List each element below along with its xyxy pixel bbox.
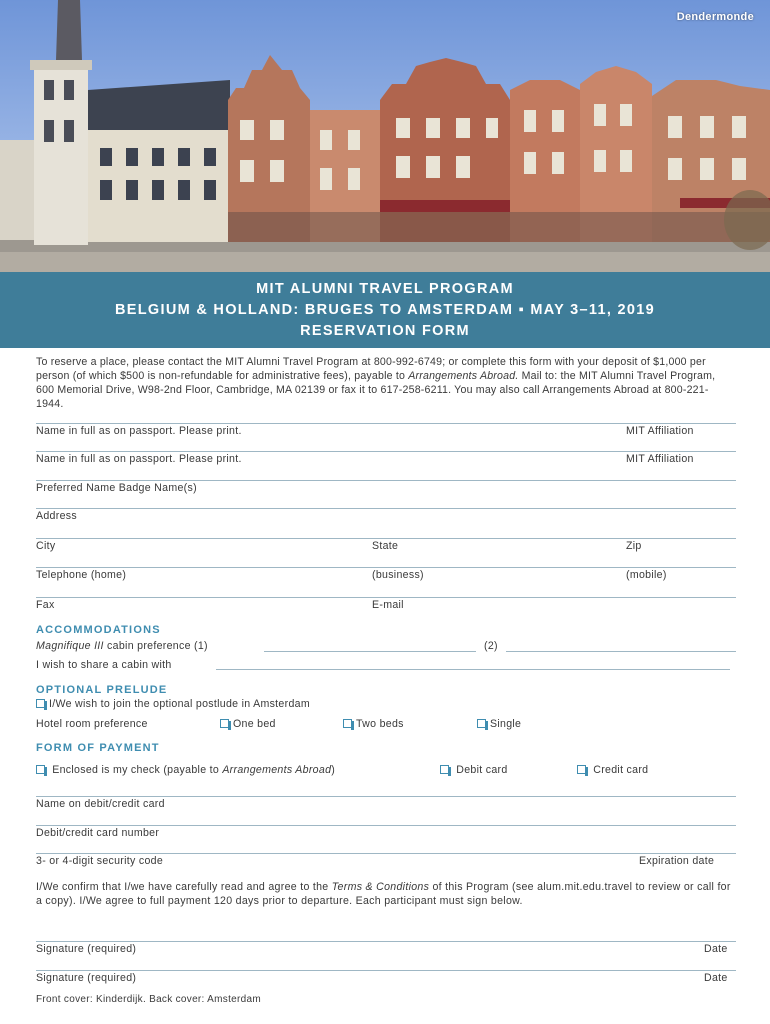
prelude-heading: OPTIONAL PRELUDE (36, 684, 168, 696)
field-rule (36, 796, 736, 797)
signature-field-2[interactable]: Signature (required) (36, 972, 137, 984)
confirm-text-1: I/We confirm that I/we have carefully read and agree to the (36, 881, 332, 893)
credit-card-label: Credit card (593, 764, 649, 776)
cover-credits: Front cover: Kinderdijk. Back cover: Amsterdam (36, 994, 261, 1005)
confirmation-paragraph (36, 880, 736, 908)
accommodations-heading: ACCOMMODATIONS (36, 624, 161, 636)
field-rule (36, 538, 736, 539)
cabin-preference-1-input[interactable] (264, 651, 476, 652)
name-field-1[interactable]: Name in full as on passport. Please print. (36, 425, 242, 437)
cabin-preference-text: cabin preference (1) (103, 640, 208, 652)
check-label-1: Enclosed is my check (payable to (52, 764, 223, 776)
field-rule (36, 423, 736, 424)
title-band (0, 272, 770, 348)
intro-italic: Arrangements Abroad. (408, 370, 519, 382)
checkbox-icon[interactable] (577, 765, 586, 774)
cabin-preference-2-label: (2) (484, 640, 498, 652)
field-rule (36, 597, 736, 598)
badge-name-field[interactable]: Preferred Name Badge Name(s) (36, 482, 197, 494)
affiliation-field-1[interactable]: MIT Affiliation (626, 425, 694, 437)
program-title: MIT ALUMNI TRAVEL PROGRAM (256, 281, 514, 297)
phone-home-field[interactable]: Telephone (home) (36, 569, 127, 581)
checkbox-icon[interactable] (477, 719, 486, 728)
hotel-preference-label: Hotel room preference (36, 718, 148, 730)
two-beds-label: Two beds (356, 718, 404, 730)
fax-field[interactable]: Fax (36, 599, 55, 611)
expiration-date-field[interactable]: Expiration date (639, 855, 715, 867)
share-cabin-input[interactable] (216, 669, 730, 670)
field-rule (36, 508, 736, 509)
ship-name: Magnifique III (36, 640, 104, 652)
trip-title: BELGIUM & HOLLAND: BRUGES TO AMSTERDAM ▪ MAY 3–11, 2019 (115, 302, 655, 318)
single-checkbox[interactable] (477, 718, 521, 730)
field-rule (36, 480, 736, 481)
state-field[interactable]: State (372, 540, 399, 552)
date-field-2[interactable]: Date (704, 972, 728, 984)
signature-field-1[interactable]: Signature (required) (36, 943, 137, 955)
check-label-2: ) (331, 764, 336, 776)
two-beds-checkbox[interactable] (343, 718, 404, 730)
name-field-2[interactable]: Name in full as on passport. Please print. (36, 453, 242, 465)
card-number-field[interactable]: Debit/credit card number (36, 827, 160, 839)
phone-business-field[interactable]: (business) (372, 569, 424, 581)
checkbox-icon[interactable] (440, 765, 449, 774)
affiliation-field-2[interactable]: MIT Affiliation (626, 453, 694, 465)
address-field[interactable]: Address (36, 510, 77, 522)
intro-text-1: To reserve a place, please contact the MIT Alumni Travel Program at 800-992-6749; or complete this form with your deposit of $1,000 per person (of which $500 is non-refundable for administrative fees), payable to (36, 356, 706, 382)
intro-paragraph (36, 355, 736, 411)
form-title: RESERVATION FORM (300, 323, 470, 339)
single-label: Single (490, 718, 522, 730)
date-field-1[interactable]: Date (704, 943, 728, 955)
photo-caption: Dendermonde (676, 11, 754, 23)
payment-heading: FORM OF PAYMENT (36, 742, 160, 754)
phone-mobile-field[interactable]: (mobile) (626, 569, 667, 581)
email-field[interactable]: E-mail (372, 599, 404, 611)
checkbox-icon[interactable] (36, 765, 45, 774)
security-code-field[interactable]: 3- or 4-digit security code (36, 855, 164, 867)
postlude-checkbox[interactable] (36, 698, 310, 710)
one-bed-checkbox[interactable] (220, 718, 276, 730)
postlude-label: I/We wish to join the optional postlude in Amsterdam (49, 698, 310, 710)
field-rule (36, 941, 736, 942)
cabin-preference-2-input[interactable] (506, 651, 736, 652)
city-field[interactable]: City (36, 540, 56, 552)
card-name-field[interactable]: Name on debit/credit card (36, 798, 165, 810)
checkbox-icon[interactable] (220, 719, 229, 728)
checkbox-icon[interactable] (36, 699, 45, 708)
cabin-preference-label (36, 640, 208, 652)
debit-card-checkbox[interactable] (440, 764, 508, 776)
field-rule (36, 853, 736, 854)
check-payee: Arrangements Abroad (222, 764, 332, 776)
field-rule (36, 970, 736, 971)
debit-card-label: Debit card (456, 764, 508, 776)
check-payment-checkbox[interactable] (36, 764, 335, 776)
cover-photo (0, 0, 770, 272)
field-rule (36, 567, 736, 568)
terms-reference: Terms & Conditions (331, 881, 430, 893)
zip-field[interactable]: Zip (626, 540, 642, 552)
confirm-text-2: of this Program (see alum.mit.edu.travel to review or call for a copy). I/We agree to full payment 120 days prior to departure. Each participant must sign below. (36, 881, 731, 907)
field-rule (36, 825, 736, 826)
checkbox-icon[interactable] (343, 719, 352, 728)
one-bed-label: One bed (233, 718, 276, 730)
credit-card-checkbox[interactable] (577, 764, 648, 776)
intro-text-2: Mail to: the MIT Alumni Travel Program, 600 Memorial Drive, W98-2nd Floor, Cambridge, MA 02139 or fax it to 617-258-6211. You may also call Arrangements Abroad at 800-221-1944. (36, 370, 716, 410)
field-rule (36, 451, 736, 452)
share-cabin-label: I wish to share a cabin with (36, 659, 172, 671)
town-square-illustration (0, 0, 770, 272)
